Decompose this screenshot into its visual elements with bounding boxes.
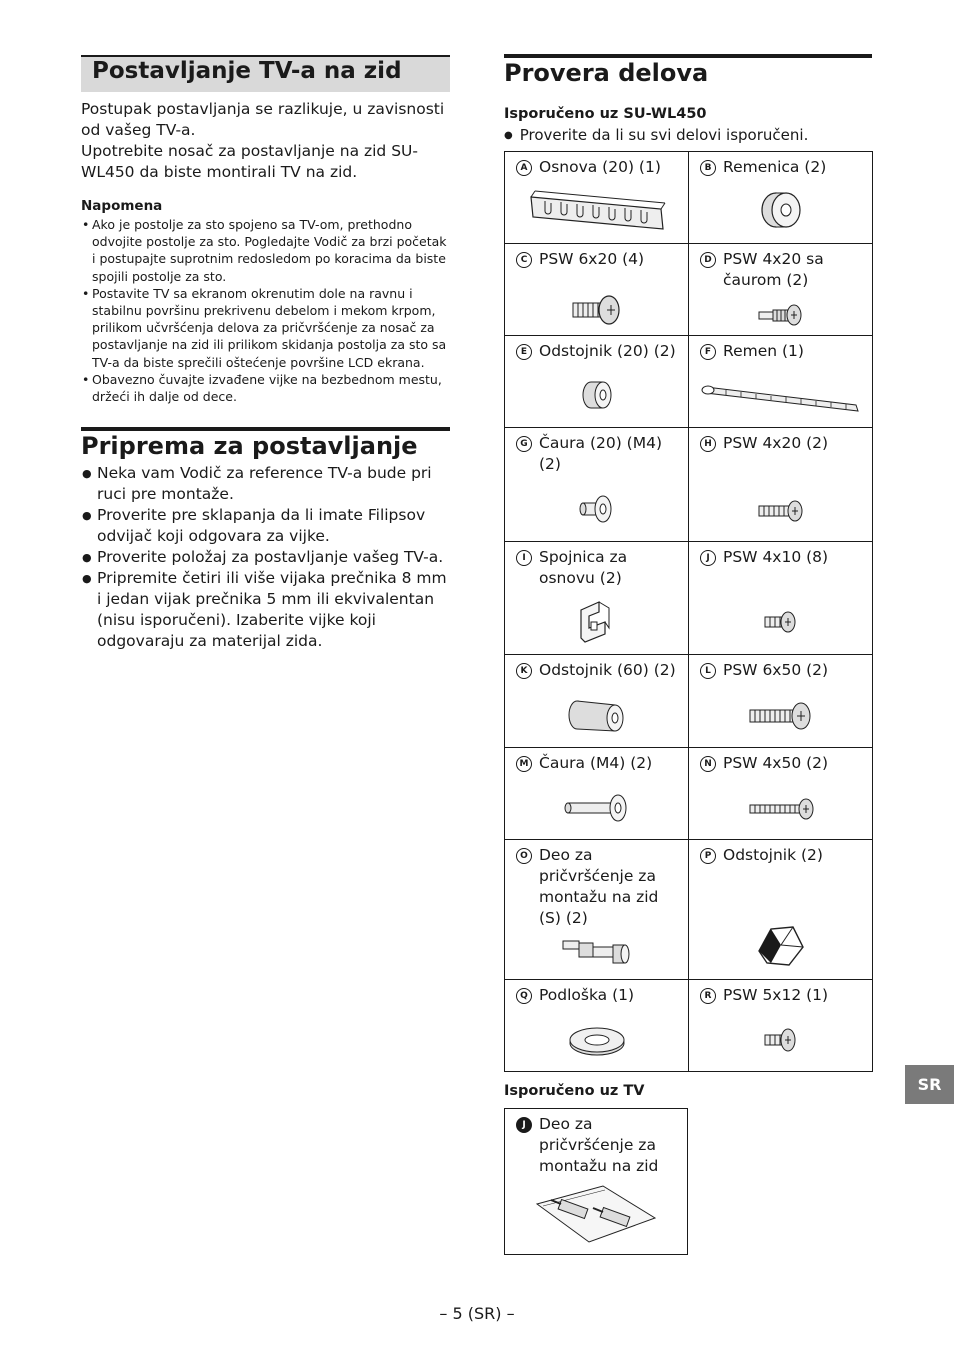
part-label: Remen (1) (723, 342, 804, 360)
letter-n: N (700, 756, 716, 772)
sleeve-screw-icon (755, 303, 807, 327)
part-label: Remenica (2) (723, 158, 827, 176)
intro-paragraph-1: Postupak postavljanja se razlikuje, u zavisnosti od vašeg TV-a. (81, 100, 445, 139)
part-label: PSW 4x50 (2) (723, 754, 829, 772)
part-label: PSW 6x20 (4) (539, 250, 645, 268)
part-cell-f (689, 336, 873, 428)
notes-list (81, 216, 453, 405)
screw-icon (746, 701, 816, 731)
parts-table (504, 151, 873, 1072)
letter-g: G (516, 436, 532, 452)
spacer-icon (577, 377, 617, 413)
prep-item: ● Neka vam Vodič za reference TV-a bude pri ruci pre montaže. (81, 463, 453, 505)
tv-supplied-subheading: Isporučeno uz TV (504, 1083, 645, 1099)
prep-item: ● Proverite pre sklapanja da li imate Filipsov odvijač koji odgovara za vijke. (81, 505, 453, 547)
screw-icon (746, 797, 816, 821)
part-label: Čaura (M4) (2) (539, 754, 653, 772)
letter-k: K (516, 663, 532, 679)
letter-q: Q (516, 988, 532, 1004)
part-label: Deo za pričvršćenje za montažu na zid (S) (2) (539, 846, 659, 927)
pulley-icon (756, 189, 806, 231)
language-tab: SR (905, 1065, 954, 1104)
intro-paragraph-2: Upotrebite nosač za postavljanje na zid SU-WL450 da biste montirali TV na zid. (81, 142, 418, 181)
note-item: • Obavezno čuvajte izvađene vijke na bezbednom mestu, držeći ih dalje od dece. (81, 371, 453, 405)
belt-icon (696, 381, 866, 415)
letter-h: H (700, 436, 716, 452)
letter-j-filled: J (516, 1117, 532, 1133)
note-item: • Postavite TV sa ekranom okrenutim dole na ravnu i stabilnu površinu prekrivenu debelom i mekom krpom, prilikom učvršćenja delova za pričvršćenje za nosač za postavljanje na zid ili prilikom skidanja postolja za sto sa TV-a da biste sprečili oštećenje površine LCD ekrana. (81, 285, 453, 371)
part-cell-d (689, 244, 873, 336)
letter-j: J (700, 550, 716, 566)
prep-item: ● Pripremite četiri ili više vijaka prečnika 8 mm i jedan vijak prečnika 5 mm ili ekvivalentan (nisu isporučeni). Izaberite vijke koji odgovaraju za materijal zida. (81, 568, 453, 652)
note-title: Napomena (81, 198, 163, 214)
letter-d: D (700, 252, 716, 268)
part-cell-b (689, 152, 873, 244)
mount-part-icon (559, 935, 635, 969)
part-cell-h (689, 428, 873, 542)
part-label: PSW 6x50 (2) (723, 661, 829, 679)
letter-o: O (516, 848, 532, 864)
page-number: – 5 (SR) – (439, 1304, 515, 1323)
letter-e: E (516, 344, 532, 360)
part-cell-i (505, 542, 689, 655)
part-cell-c (505, 244, 689, 336)
collar-icon (577, 493, 617, 527)
part-label: Podloška (1) (539, 986, 635, 1004)
tv-part-cell (504, 1108, 688, 1255)
part-label: PSW 5x12 (1) (723, 986, 829, 1004)
screw-icon (567, 295, 627, 329)
screw-icon (755, 499, 807, 523)
part-label: PSW 4x20 sa čaurom (2) (723, 250, 824, 289)
part-label: Odstojnik (60) (2) (539, 661, 676, 679)
heading-preparation: Priprema za postavljanje (81, 432, 418, 460)
intro-text (81, 99, 453, 183)
supplied-subheading: Isporučeno uz SU-WL450 (504, 106, 707, 122)
letter-c: C (516, 252, 532, 268)
check-bullet (504, 126, 808, 144)
part-label: Čaura (20) (M4) (2) (539, 434, 663, 473)
heading-parts-check: Provera delova (504, 59, 709, 87)
part-label: Deo za pričvršćenje za montažu na zid (539, 1115, 659, 1175)
letter-l: L (700, 663, 716, 679)
part-label: Spojnica za osnovu (2) (539, 548, 628, 587)
letter-b: B (700, 160, 716, 176)
part-label: PSW 4x20 (2) (723, 434, 829, 452)
part-label: Odstojnik (2) (723, 846, 823, 864)
part-cell-k (505, 655, 689, 748)
heading-rule (504, 54, 872, 58)
part-cell-p (689, 840, 873, 980)
screw-icon (761, 610, 801, 634)
washer-icon (567, 1025, 627, 1057)
bagged-parts-icon (531, 1182, 661, 1246)
screw-icon (761, 1027, 801, 1053)
part-cell-j (689, 542, 873, 655)
part-label: Osnova (20) (1) (539, 158, 661, 176)
clip-icon (575, 598, 619, 644)
heading-rule (81, 427, 450, 431)
long-spacer-icon (565, 697, 629, 737)
note-item: • Ako je postolje za sto spojeno sa TV-om, prethodno odvojite postolje za sto. Pogledajte Vodič za brzi početak i postupajte suprotnim redosledom po koracima da biste spojili postolje za sto. (81, 216, 453, 285)
letter-r: R (700, 988, 716, 1004)
bullet-dot: ● (504, 130, 513, 141)
letter-i: I (516, 550, 532, 566)
part-cell-m (505, 748, 689, 840)
letter-a: A (516, 160, 532, 176)
part-cell-q (505, 980, 689, 1072)
part-cell-g (505, 428, 689, 542)
bracket-icon (527, 183, 667, 237)
part-cell-a (505, 152, 689, 244)
check-text: Proverite da li su svi delovi isporučeni. (519, 126, 809, 144)
prep-item: ● Proverite položaj za postavljanje vašeg TV-a. (81, 547, 453, 568)
preparation-list (81, 463, 453, 652)
block-spacer-icon (753, 923, 809, 969)
part-label: PSW 4x10 (8) (723, 548, 829, 566)
letter-p: P (700, 848, 716, 864)
part-cell-l (689, 655, 873, 748)
heading-mounting-title: Postavljanje TV-a na zid (92, 58, 402, 84)
part-cell-r (689, 980, 873, 1072)
letter-f: F (700, 344, 716, 360)
long-collar-icon (562, 793, 632, 823)
part-cell-e (505, 336, 689, 428)
section-heading-mounting (81, 55, 450, 92)
part-label: Odstojnik (20) (2) (539, 342, 676, 360)
letter-m: M (516, 756, 532, 772)
part-cell-n (689, 748, 873, 840)
part-cell-o (505, 840, 689, 980)
